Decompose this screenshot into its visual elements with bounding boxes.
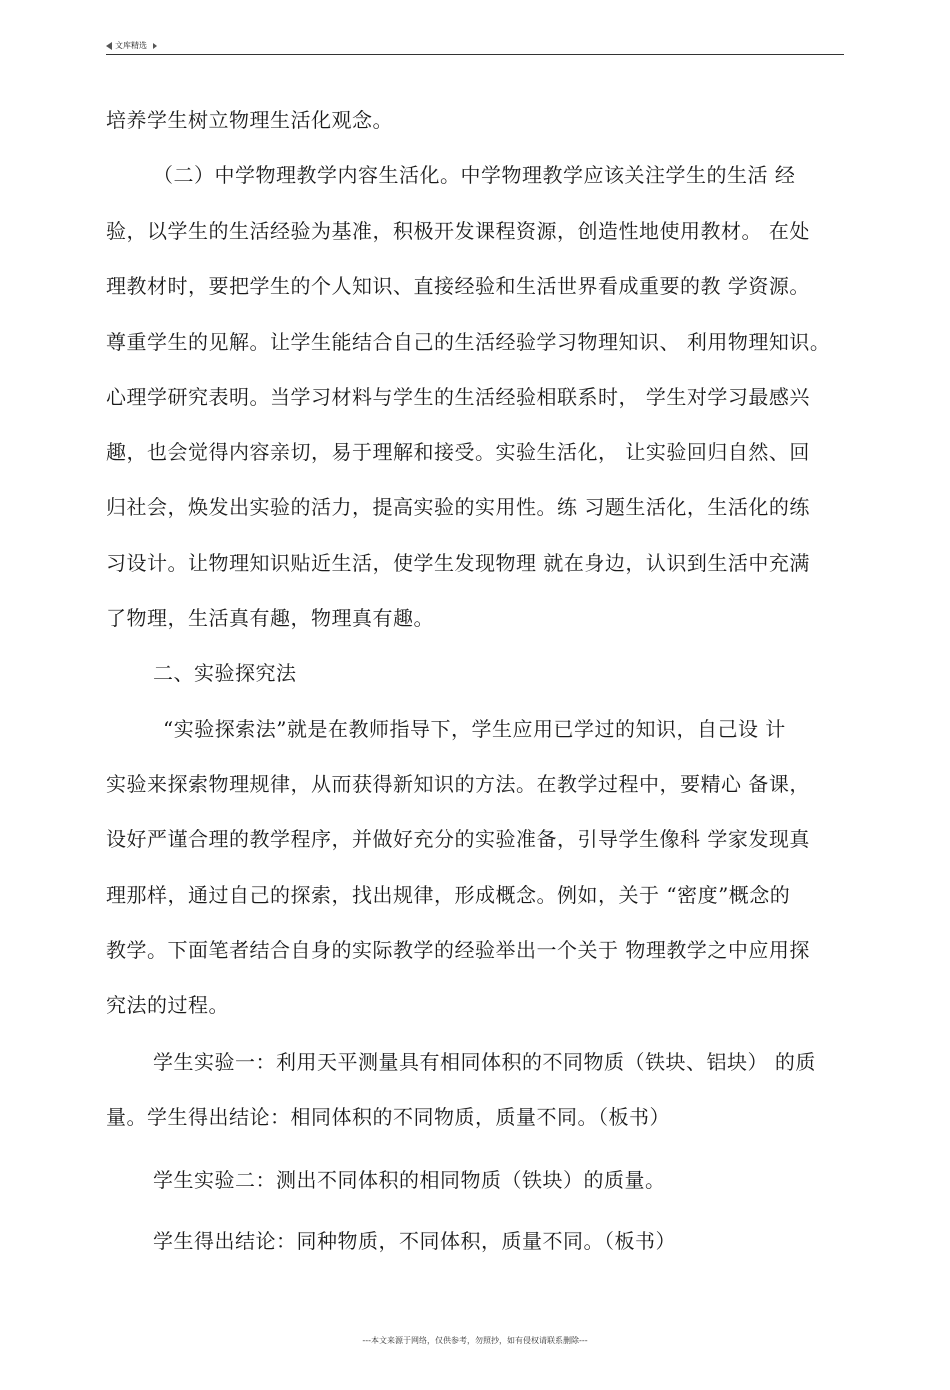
text-line: 培养学生树立物理生活化观念。: [106, 108, 393, 132]
header-tag: [106, 40, 157, 51]
text-line: 学生实验一：利用天平测量具有相同体积的不同物质（铁块、铝块） 的质: [153, 1050, 816, 1074]
triangle-left-icon: [106, 42, 112, 50]
text-line: 心理学研究表明。当学习材料与学生的生活经验相联系时， 学生对学习最感兴: [106, 385, 810, 409]
text-line: 归社会，焕发出实验的活力，提高实验的实用性。练 习题生活化，生活化的练: [106, 495, 810, 519]
text-line: 究法的过程。: [106, 993, 229, 1017]
text-line: 教学。下面笔者结合自身的实际教学的经验举出一个关于 物理教学之中应用探: [106, 938, 810, 962]
text-line: （二）中学物理教学内容生活化。中学物理教学应该关注学生的生活 经: [153, 163, 796, 187]
text-line: 理那样，通过自己的探索，找出规律，形成概念。例如，关于 “密度”概念的: [106, 883, 791, 907]
text-line: “实验探索法”就是在教师指导下，学生应用已学过的知识，自己设 计: [163, 717, 786, 741]
text-line: 了物理，生活真有趣，物理真有趣。: [106, 606, 434, 630]
text-line: 设好严谨合理的教学程序，并做好充分的实验准备，引导学生像科 学家发现真: [106, 827, 810, 851]
text-line: 学生得出结论：同种物质，不同体积，质量不同。（板书）: [153, 1229, 676, 1253]
text-line: 趣，也会觉得内容亲切，易于理解和接受。实验生活化， 让实验回归自然、回: [106, 440, 810, 464]
header-label: 文库精选: [115, 41, 147, 50]
text-line: 理教材时，要把学生的个人知识、直接经验和生活世界看成重要的教 学资源。: [106, 274, 810, 298]
text-line: 习设计。让物理知识贴近生活，使学生发现物理 就在身边，认识到生活中充满: [106, 551, 810, 575]
page-header: [106, 38, 844, 55]
text-line: 学生实验二：测出不同体积的相同物质（铁块）的质量。: [153, 1168, 666, 1192]
text-line: 验，以学生的生活经验为基准，积极开发课程资源，创造性地使用教材。 在处: [106, 219, 810, 243]
text-line: 尊重学生的见解。让学生能结合自己的生活经验学习物理知识、 利用物理知识。: [106, 330, 831, 354]
text-line: 实验来探索物理规律，从而获得新知识的方法。在教学过程中，要精心 备课，: [106, 772, 810, 796]
triangle-right-icon: [153, 43, 157, 49]
section-heading: 二、实验探究法: [153, 661, 297, 685]
page-footer: ---本文来源于网络，仅供参考，勿照抄，如有侵权请联系删除---: [362, 1336, 588, 1345]
text-line: 量。学生得出结论：相同体积的不同物质，质量不同。（板书）: [106, 1105, 670, 1129]
